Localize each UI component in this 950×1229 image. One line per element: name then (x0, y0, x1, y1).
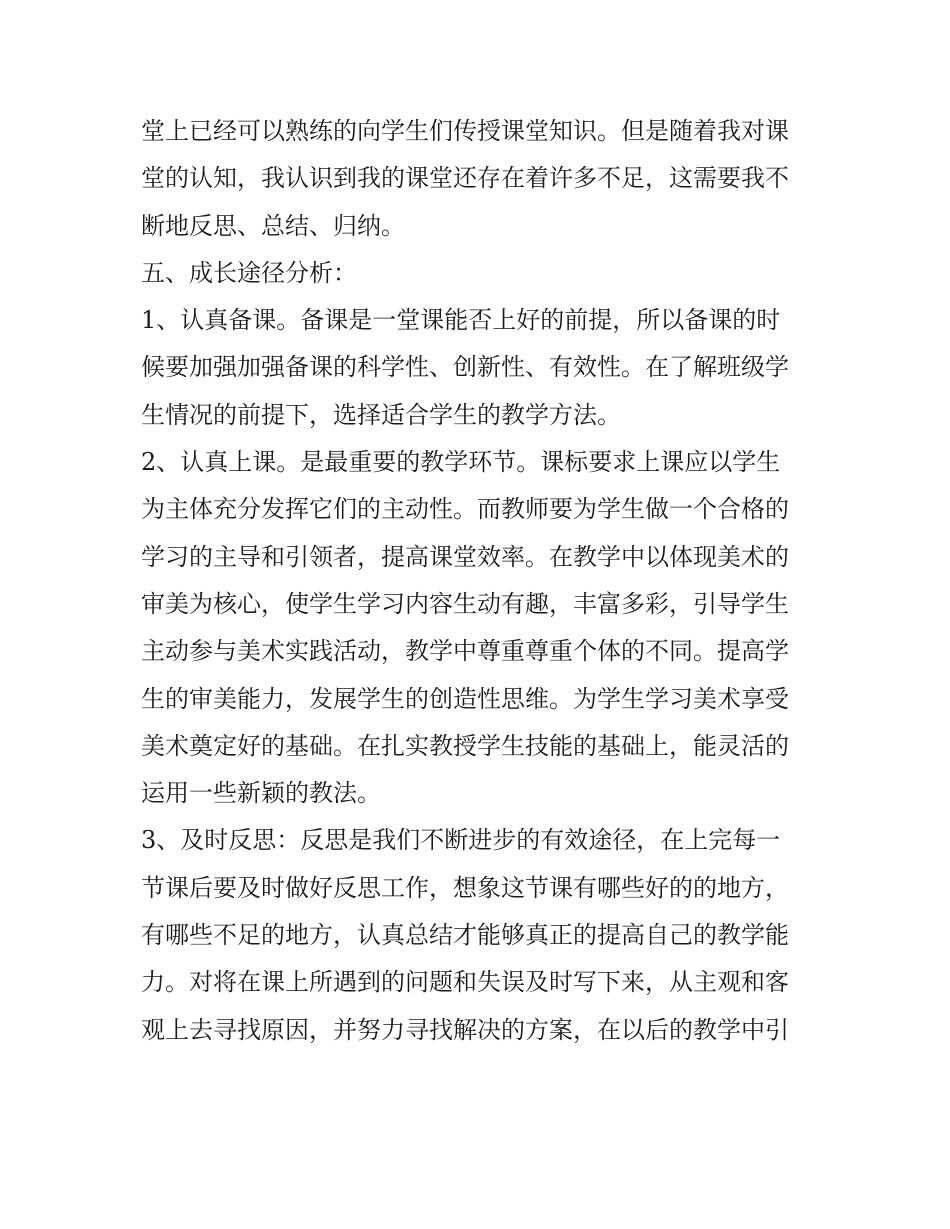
text-line: 学习的主导和引领者，提高课堂效率。在教学中以体现美术的 (141, 542, 789, 571)
body-text (141, 108, 821, 1054)
text-line: 生情况的前提下，选择适合学生的教学方法。 (141, 400, 621, 429)
text-line: 美术奠定好的基础。在扎实教授学生技能的基础上，能灵活的 (141, 731, 789, 760)
text-line: 堂的认知，我认识到我的课堂还存在着许多不足，这需要我不 (141, 164, 789, 193)
text-line: 3、及时反思：反思是我们不断进步的有效途径，在上完每一 (141, 826, 781, 855)
text-line: 节课后要及时做好反思工作，想象这节课有哪些好的的地方， (141, 873, 789, 902)
text-line: 候要加强加强备课的科学性、创新性、有效性。在了解班级学 (141, 353, 789, 382)
text-line: 运用一些新颖的教法。 (141, 779, 381, 808)
text-line: 堂上已经可以熟练的向学生们传授课堂知识。但是随着我对课 (141, 117, 789, 145)
text-line: 力。对将在课上所遇到的问题和失误及时写下来，从主观和客 (141, 968, 789, 997)
text-line: 审美为核心，使学生学习内容生动有趣，丰富多彩，引导学生 (141, 589, 789, 618)
text-line: 为主体充分发挥它们的主动性。而教师要为学生做一个合格的 (141, 495, 789, 524)
section-heading: 五、成长途径分析： (141, 258, 357, 287)
text-line: 断地反思、总结、归纳。 (141, 211, 405, 240)
text-line: 观上去寻找原因，并努力寻找解决的方案，在以后的教学中引 (141, 1015, 789, 1044)
text-line: 2、认真上课。是最重要的教学环节。课标要求上课应以学生 (141, 448, 781, 477)
text-line: 主动参与美术实践活动，教学中尊重尊重个体的不同。提高学 (141, 637, 789, 666)
text-line: 1、认真备课。备课是一堂课能否上好的前提，所以备课的时 (141, 306, 781, 335)
text-line: 有哪些不足的地方，认真总结才能够真正的提高自己的教学能 (141, 921, 789, 950)
text-line: 生的审美能力，发展学生的创造性思维。为学生学习美术享受 (141, 684, 789, 713)
